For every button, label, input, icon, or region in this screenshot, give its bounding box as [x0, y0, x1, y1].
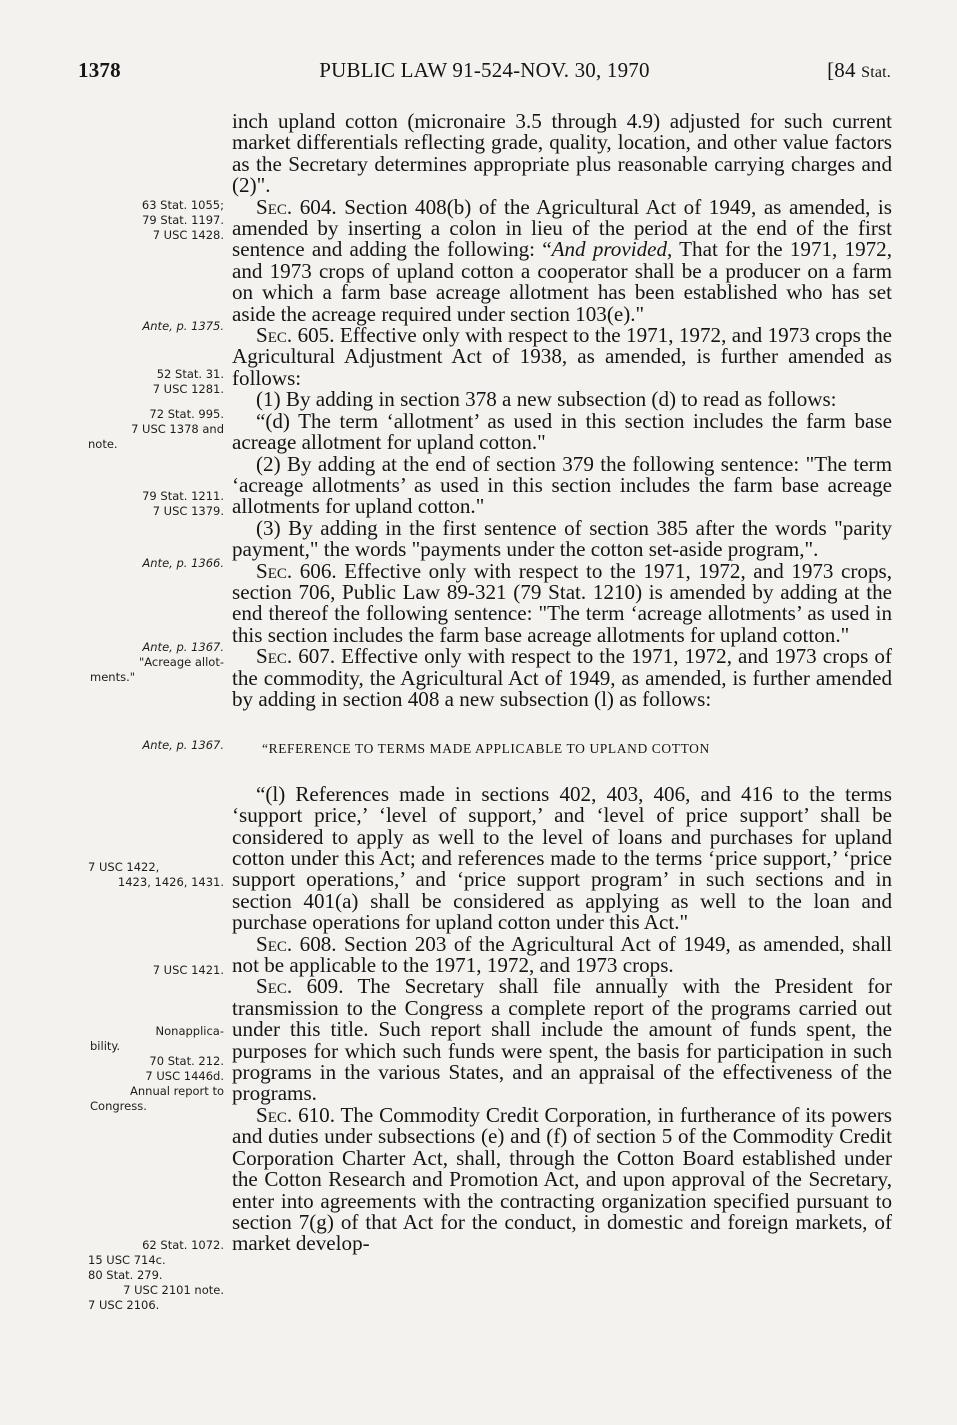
margin-note [0, 489, 224, 519]
margin-note [0, 860, 224, 890]
section-label: Sec. [256, 194, 293, 219]
margin-note-line: Annual report to [130, 1084, 224, 1098]
section-607-subsection-l: “(l) References made in sections 402, 403, 406, and 416 to the terms ‘support price,’ ‘level of support,’ and ‘level of price support’ shall be considered to apply as well to the level of loans and purchases for upland cotton under this Act; and references made to the terms ‘price support,’ ‘price support operations,’ and ‘price support program’ in such sections and in section 401(a) shall be considered as applying as well to the loan and purchase operations for upland cotton under this Act." [232, 781, 892, 935]
section-609 [232, 976, 892, 1104]
margin-note-line: 7 USC 1446d. [145, 1069, 224, 1083]
statute-reference [827, 58, 891, 83]
section-label: Sec. [256, 323, 293, 348]
section-label: Sec. [256, 558, 293, 583]
section-606-text: 606. Effective only with respect to the 1971, 1972, and 1973 crops, section 706, Public Law 89-321 (79 Stat. 1210) is amended by adding at the end thereof the following sentence: "The term ‘acreage allotments’ as used in this section includes the farm base acreage allotments for upland cotton." [232, 558, 892, 647]
section-605-item-2: (2) By adding at the end of section 379 the following sentence: "The term ‘acreage allotments’ as used in this section includes the farm base acreage allotments for upland cotton." [232, 451, 892, 519]
statute-prefix: [84 [827, 58, 862, 82]
margin-note-line: Ante, p. 1367. [142, 738, 224, 752]
body-text [232, 111, 892, 1255]
section-605-item-1: (1) By adding in section 378 a new subsection (d) to read as follows: [256, 387, 837, 412]
margin-note-line: 7 USC 1378 and [131, 422, 224, 436]
section-609-text: 609. The Secretary shall file annually with the President for transmission to the Congress a complete report of the programs carried out under this title. Such report shall include the amount of funds spent, the purposes for which such funds were spent, the basis for participation in such programs in the various States, and an appraisal of the effectiveness of the programs. [232, 974, 892, 1106]
section-605-text: 605. Effective only with respect to the 1971, 1972, and 1973 crops the Agricultural Adjustment Act of 1938, as amended, is further amended as follows: [232, 323, 892, 390]
margin-note-line: 62 Stat. 1072. [142, 1238, 224, 1252]
section-label: Sec. [256, 644, 293, 669]
section-605 [232, 325, 892, 389]
margin-note-line: Nonapplica- [155, 1024, 224, 1038]
section-606 [232, 558, 892, 647]
statute-word: Stat. [861, 64, 891, 81]
margin-note [0, 963, 224, 978]
section-604-text-cont: That for the 1971, 1972, and 1973 crops of upland cotton a cooperator shall be a producer on a farm on which a farm base acreage allotment has been established who has set aside the acreage required under section 103(e)." [232, 237, 892, 326]
margin-note-line: Ante, p. 1375. [142, 319, 224, 333]
margin-note-line: 7 USC 2101 note. [123, 1283, 224, 1297]
section-608 [232, 931, 892, 978]
margin-note-line: 7 USC 1281. [152, 382, 224, 396]
margin-note-line: Ante, p. 1366. [142, 556, 224, 570]
margin-note-line: 7 USC 1379. [152, 504, 224, 518]
margin-note-line: 1423, 1426, 1431. [117, 875, 224, 889]
paragraph-continued: inch upland cotton (micronaire 3.5 through 4.9) adjusted for such current market differentials reflecting grade, quality, location, and other value factors as the Secretary determines appropriate plus reasonable carrying charges and (2)". [232, 109, 892, 198]
margin-note [0, 556, 224, 571]
margin-note-line: 80 Stat. 279. [88, 1268, 163, 1282]
section-label: Sec. [256, 974, 293, 999]
margin-note-line: 79 Stat. 1197. [142, 213, 224, 227]
margin-note-line: 70 Stat. 212. [149, 1054, 224, 1068]
section-610 [232, 1102, 892, 1256]
margin-note-line: bility. [90, 1039, 121, 1053]
margin-note-line: 7 USC 1428. [152, 228, 224, 242]
section-label: Sec. [256, 1102, 293, 1127]
margin-note-line: "Acreage allot- [138, 655, 224, 669]
margin-note-line: Ante, p. 1367. [142, 640, 224, 654]
page-number: 1378 [78, 58, 121, 82]
section-604-emphasis: And provided, [551, 237, 673, 262]
margin-note [0, 407, 224, 452]
margin-note [0, 198, 224, 243]
margin-note-line: 7 USC 1421. [152, 963, 224, 977]
margin-note [0, 319, 224, 334]
section-604-text: 604. Section 408(b) of the Agricultural Act of 1949, as amended, is amended by inserting a colon in lieu of the period at the end of the first sentence and adding the following: “ [232, 194, 892, 262]
margin-note-line: 7 USC 1422, [88, 860, 160, 874]
margin-note [0, 1024, 224, 1114]
margin-note-line: 7 USC 2106. [88, 1298, 160, 1312]
margin-note-line: 72 Stat. 995. [149, 407, 224, 421]
margin-note [0, 1238, 224, 1313]
section-604 [232, 194, 892, 326]
section-605-item-3: (3) By adding in the first sentence of section 385 after the words "parity payment," the words "payments under the cotton set-aside program,". [232, 515, 892, 562]
section-605-subsection-d: “(d) The term ‘allotment’ as used in this section includes the farm base acreage allotment for upland cotton." [232, 408, 892, 455]
section-607 [232, 646, 892, 710]
margin-note-line: note. [88, 437, 118, 451]
margin-note [0, 367, 224, 397]
section-607-text: 607. Effective only with respect to the 1971, 1972, and 1973 crops of the commodity, the Agricultural Act of 1949, as amended, is further amended by adding in section 408 a new subsection (l) as follows: [232, 644, 892, 711]
running-title: PUBLIC LAW 91-524-NOV. 30, 1970 [319, 58, 650, 82]
margin-note [0, 738, 224, 753]
section-label: Sec. [256, 931, 293, 956]
section-heading: “REFERENCE TO TERMS MADE APPLICABLE TO UPLAND COTTON [262, 741, 710, 757]
margin-note-line: ments." [90, 670, 136, 684]
section-610-text: 610. The Commodity Credit Corporation, in furtherance of its powers and duties under subsections (e) and (f) of section 5 of the Commodity Credit Corporation Charter Act, shall, through the Cotton Board established under the Cotton Research and Promotion Act, and upon approval of the Secretary, enter into agreements with the contracting organization specified pursuant to section 7(g) of that Act for the conduct, in domestic and foreign markets, of market develop- [232, 1102, 892, 1256]
section-608-text: 608. Section 203 of the Agricultural Act of 1949, as amended, shall not be applicable to the 1971, 1972, and 1973 crops. [232, 931, 892, 978]
margin-note-line: Congress. [90, 1099, 147, 1113]
margin-note-line: 63 Stat. 1055; [141, 198, 224, 212]
margin-notes [0, 0, 224, 1425]
margin-note-line: 52 Stat. 31. [156, 367, 224, 381]
margin-note-line: 15 USC 714c. [88, 1253, 166, 1267]
margin-note-line: 79 Stat. 1211. [142, 489, 224, 503]
margin-note [0, 640, 224, 685]
